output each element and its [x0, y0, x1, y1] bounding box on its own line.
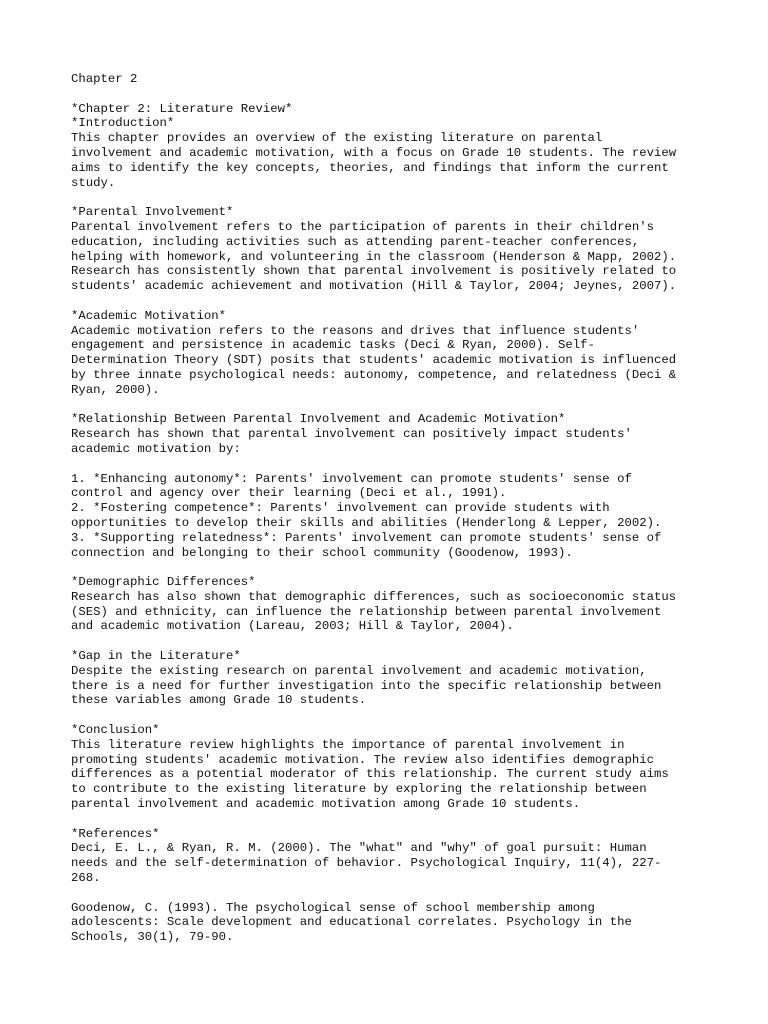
- spacer: [71, 190, 711, 205]
- paragraph-line: helping with homework, and volunteering in the classroom (Henderson & Mapp, 2002).: [71, 249, 677, 264]
- reference-line: Goodenow, C. (1993). The psychological sense of school membership among: [71, 900, 595, 915]
- paragraph-line: This literature review highlights the importance of parental involvement in: [71, 737, 625, 752]
- list-item-line: connection and belonging to their school community (Goodenow, 1993).: [71, 545, 573, 560]
- section-heading-relationship: *Relationship Between Parental Involvement and Academic Motivation*: [71, 412, 566, 427]
- document-page: [71, 72, 711, 945]
- list-item-line: 1. *Enhancing autonomy*: Parents' involvement can promote students' sense of: [71, 471, 632, 486]
- paragraph-line: Academic motivation refers to the reasons and drives that influence students': [71, 323, 640, 338]
- reference-line: adolescents: Scale development and educational correlates. Psychology in the: [71, 915, 632, 930]
- paragraph-line: involvement and academic motivation, with a focus on Grade 10 students. The review: [71, 145, 677, 160]
- paragraph-line: education, including activities such as attending parent-teacher conferences,: [71, 234, 640, 249]
- paragraph-line: Despite the existing research on parental involvement and academic motivation,: [71, 663, 647, 678]
- reference-line: needs and the self-determination of behavior. Psychological Inquiry, 11(4), 227-: [71, 856, 662, 871]
- paragraph-line: differences as a potential moderator of this relationship. The current study aims: [71, 767, 669, 782]
- paragraph-line: by three innate psychological needs: autonomy, competence, and relatedness (Deci &: [71, 367, 677, 382]
- list-item-line: 3. *Supporting relatedness*: Parents' involvement can promote students' sense of: [71, 530, 662, 545]
- paragraph-line: Research has shown that parental involvement can positively impact students': [71, 427, 632, 442]
- reference-line: Deci, E. L., & Ryan, R. M. (2000). The "what" and "why" of goal pursuit: Human: [71, 841, 647, 856]
- spacer: [71, 457, 711, 472]
- list-item-line: control and agency over their learning (Deci et al., 1991).: [71, 486, 507, 501]
- spacer: [71, 398, 711, 413]
- paragraph-line: promoting students' academic motivation. The review also identifies demographic: [71, 752, 654, 767]
- paragraph-line: Determination Theory (SDT) posits that students' academic motivation is influenced: [71, 353, 677, 368]
- paragraph-line: parental involvement and academic motivation among Grade 10 students.: [71, 797, 581, 812]
- spacer: [71, 886, 711, 901]
- spacer: [71, 708, 711, 723]
- paragraph-line: and academic motivation (Lareau, 2003; Hill & Taylor, 2004).: [71, 619, 514, 634]
- spacer: [71, 560, 711, 575]
- section-heading-references: *References*: [71, 826, 160, 841]
- section-heading-parental-involvement: *Parental Involvement*: [71, 205, 234, 220]
- paragraph-line: students' academic achievement and motivation (Hill & Taylor, 2004; Jeynes, 2007).: [71, 279, 677, 294]
- chapter-title: *Chapter 2: Literature Review*: [71, 101, 293, 116]
- spacer: [71, 87, 711, 102]
- paragraph-line: aims to identify the key concepts, theories, and findings that inform the current: [71, 160, 669, 175]
- paragraph-line: Parental involvement refers to the participation of parents in their children's: [71, 219, 654, 234]
- reference-line: 268.: [71, 871, 101, 886]
- paragraph-line: This chapter provides an overview of the existing literature on parental: [71, 131, 603, 146]
- section-heading-academic-motivation: *Academic Motivation*: [71, 308, 226, 323]
- paragraph-line: (SES) and ethnicity, can influence the relationship between parental involvement: [71, 604, 662, 619]
- paragraph-line: Ryan, 2000).: [71, 382, 160, 397]
- chapter-label: Chapter 2: [71, 72, 138, 86]
- reference-line: Schools, 30(1), 79-90.: [71, 930, 234, 945]
- paragraph-line: to contribute to the existing literature by exploring the relationship between: [71, 782, 647, 797]
- section-heading-conclusion: *Conclusion*: [71, 723, 160, 738]
- paragraph-line: these variables among Grade 10 students.: [71, 693, 367, 708]
- section-heading-introduction: *Introduction*: [71, 116, 175, 131]
- list-item-line: 2. *Fostering competence*: Parents' involvement can provide students with: [71, 501, 610, 516]
- paragraph-line: there is a need for further investigation into the specific relationship between: [71, 678, 662, 693]
- paragraph-line: academic motivation by:: [71, 441, 241, 456]
- paragraph-line: Research has consistently shown that parental involvement is positively related to: [71, 264, 677, 279]
- paragraph-line: study.: [71, 175, 116, 190]
- spacer: [71, 294, 711, 309]
- list-item-line: opportunities to develop their skills and abilities (Henderlong & Lepper, 2002).: [71, 515, 662, 530]
- spacer: [71, 634, 711, 649]
- paragraph-line: engagement and persistence in academic tasks (Deci & Ryan, 2000). Self-: [71, 338, 595, 353]
- section-heading-demographic-differences: *Demographic Differences*: [71, 575, 256, 590]
- paragraph-line: Research has also shown that demographic differences, such as socioeconomic status: [71, 589, 677, 604]
- section-heading-gap: *Gap in the Literature*: [71, 649, 241, 664]
- spacer: [71, 812, 711, 827]
